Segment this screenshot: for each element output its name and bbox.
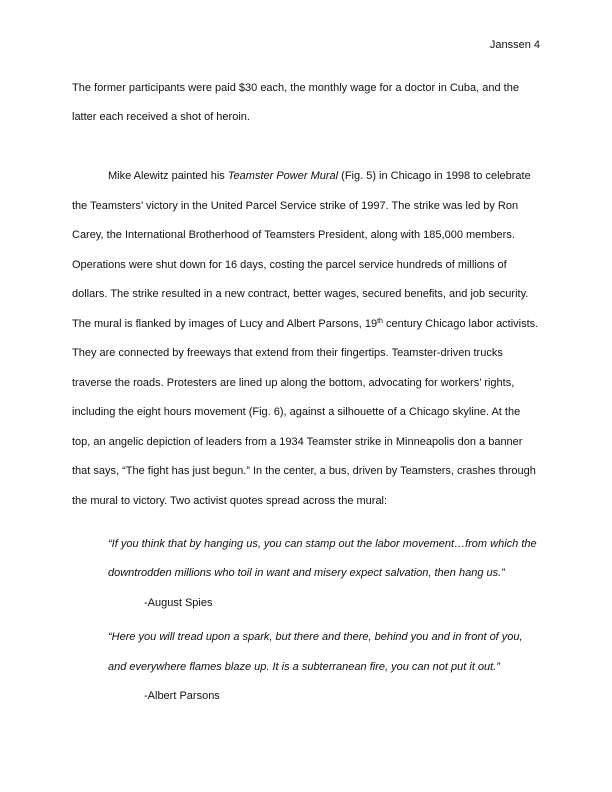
paragraph-2-line-1-before: Mike Alewitz painted his [108,170,228,182]
quote-2-line-1: “Here you will tread upon a spark, but there and there, behind you and in front of you, [108,631,523,643]
paragraph-2-line-11: that says, “The fight has just begun.” In the center, a bus, driven by Teamsters, crashes through [72,465,536,477]
page-header: Janssen 4 [489,39,540,51]
paragraph-1-line-2: latter each received a shot of heroin. [72,111,250,123]
paragraph-1-line-1: The former participants were paid $30 each, the monthly wage for a doctor in Cuba, and the [72,82,519,94]
quote-1-attribution: -August Spies [144,597,213,609]
paragraph-2-line-2: the Teamsters’ victory in the United Parcel Service strike of 1997. The strike was led by Ron [72,200,519,212]
mural-title: Teamster Power Mural [227,170,339,182]
paragraph-2-line-7: They are connected by freeways that extend from their fingertips. Teamster-driven trucks [72,347,503,359]
paragraph-2-line-5: dollars. The strike resulted in a new contract, better wages, secured benefits, and job security. [72,288,529,300]
paragraph-2-line-6 [72,317,538,331]
paragraph-2-line-8: traverse the roads. Protesters are lined up along the bottom, advocating for workers’ rights, [72,377,515,389]
paragraph-2-line-9: including the eight hours movement (Fig. 6), against a silhouette of a Chicago skyline. At the [72,406,521,418]
paragraph-2-line-6-before: The mural is flanked by images of Lucy and Albert Parsons, 19 [72,318,378,330]
quote-2-attribution: -Albert Parsons [144,690,220,702]
paragraph-2-line-4: Operations were shut down for 16 days, costing the parcel service hundreds of millions of [72,259,507,271]
paragraph-2-line-3: Carey, the International Brotherhood of Teamsters President, along with 185,000 members. [72,229,515,241]
superscript-th: th [377,318,383,325]
paragraph-2-line-12: the mural to victory. Two activist quotes spread across the mural: [72,495,388,507]
quote-1-line-1: “If you think that by hanging us, you can stamp out the labor movement…from which the [108,538,537,550]
quote-1-line-2: downtrodden millions who toil in want and misery expect salvation, then hang us.” [108,567,505,579]
paragraph-2-line-10: top, an angelic depiction of leaders from a 1934 Teamster strike in Minneapolis don a banner [72,436,523,448]
paragraph-2-line-1-after: (Fig. 5) in Chicago in 1998 to celebrate [338,170,531,182]
paragraph-2-line-6-after: century Chicago labor activists. [382,318,539,330]
quote-2-line-2: and everywhere flames blaze up. It is a subterranean fire, you can not put it out.” [108,661,500,673]
paragraph-2-line-1 [108,169,531,183]
